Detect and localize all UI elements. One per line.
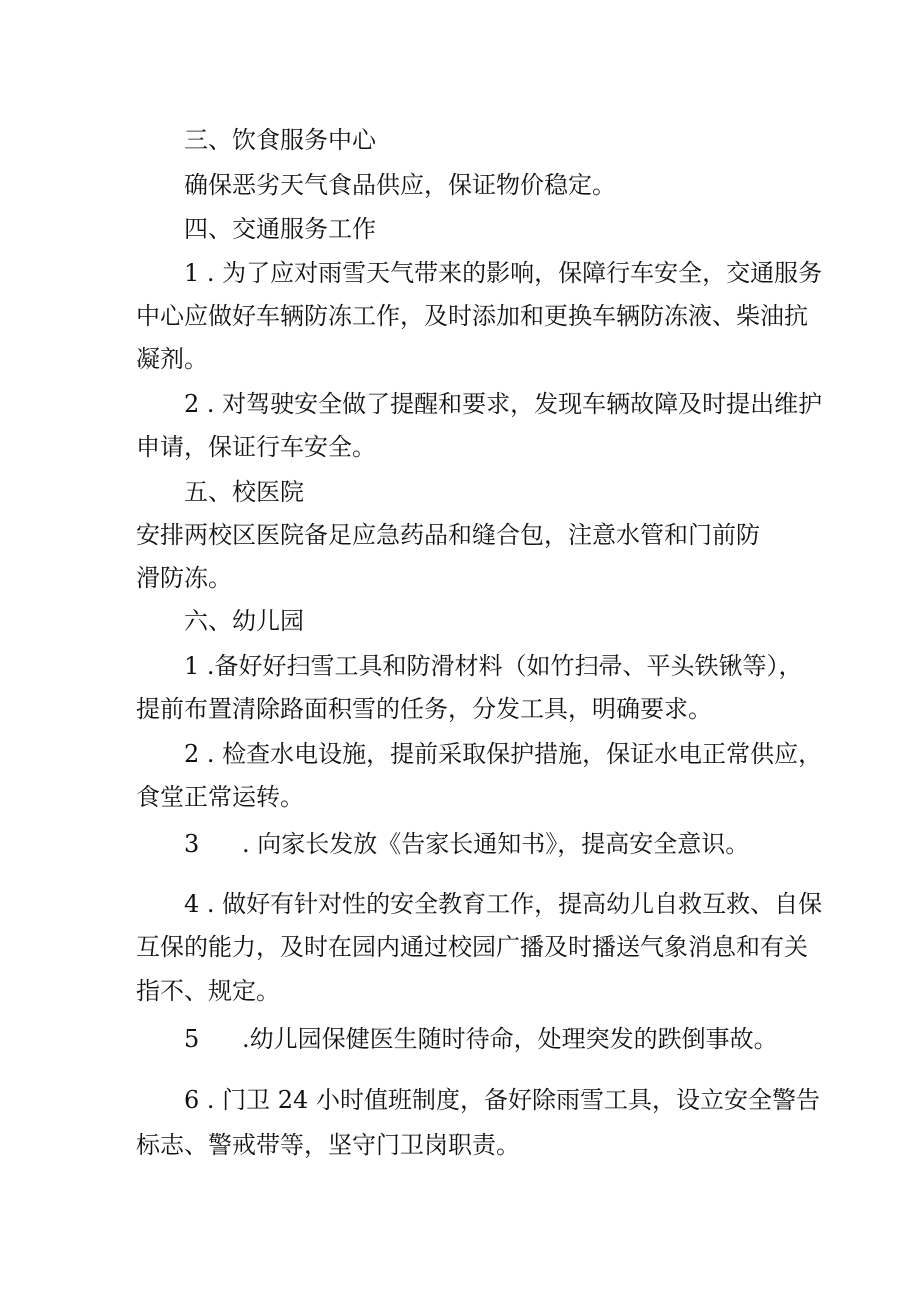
traffic-item-1-line-2: 中心应做好车辆防冻工作，及时添加和更换车辆防冻液、柴油抗 [136, 302, 808, 330]
paragraph-catering: 确保恶劣天气食品供应，保证物价稳定。 [184, 171, 616, 199]
kindergarten-item-2-line-1: 2 . 检查水电设施，提前采取保护措施，保证水电正常供应， [184, 740, 823, 768]
traffic-item-1-line-3: 凝剂。 [136, 345, 208, 373]
paragraph-clinic-line-2: 滑防冻。 [136, 564, 232, 592]
paragraph-clinic-line-1: 安排两校区医院备足应急药品和缝合包，注意水管和门前防 [136, 521, 760, 549]
kindergarten-item-4-line-2: 互保的能力，及时在园内通过校园广播及时播送气象消息和有关 [136, 933, 808, 961]
section-heading-clinic: 五、校医院 [184, 478, 304, 506]
kindergarten-item-2-line-2: 食堂正常运转。 [136, 783, 304, 811]
section-heading-kindergarten: 六、幼儿园 [184, 607, 304, 635]
traffic-item-2-line-1: 2 . 对驾驶安全做了提醒和要求，发现车辆故障及时提出维护 [184, 390, 823, 418]
traffic-item-2-line-2: 申请，保证行车安全。 [136, 433, 376, 461]
section-heading-traffic: 四、交通服务工作 [184, 215, 376, 243]
kindergarten-item-4-line-3: 指不、规定。 [136, 977, 280, 1005]
section-heading-catering: 三、饮食服务中心 [184, 126, 376, 154]
item-text: .幼儿园保健医生随时待命，处理突发的跌倒事故。 [242, 1025, 778, 1053]
kindergarten-item-1-line-1: 1 .备好好扫雪工具和防滑材料（如竹扫帚、平头铁锹等）， [184, 652, 803, 680]
kindergarten-item-5 [184, 1024, 778, 1054]
kindergarten-item-1-line-2: 提前布置清除路面积雪的任务，分发工具，明确要求。 [136, 695, 712, 723]
kindergarten-item-4-line-1: 4 . 做好有针对性的安全教育工作，提高幼儿自救互救、自保 [184, 890, 823, 918]
item-text: . 向家长发放《告家长通知书》，提高安全意识。 [242, 830, 750, 858]
kindergarten-item-3 [184, 829, 749, 859]
item-number: 3 [184, 830, 200, 858]
traffic-item-1-line-1: 1 . 为了应对雨雪天气带来的影响，保障行车安全，交通服务 [184, 259, 823, 287]
item-number: 5 [184, 1025, 200, 1053]
kindergarten-item-6-line-2: 标志、警戒带等，坚守门卫岗职责。 [136, 1131, 520, 1159]
kindergarten-item-6-line-1: 6 . 门卫 24 小时值班制度，备好除雨雪工具，设立安全警告 [184, 1086, 820, 1114]
